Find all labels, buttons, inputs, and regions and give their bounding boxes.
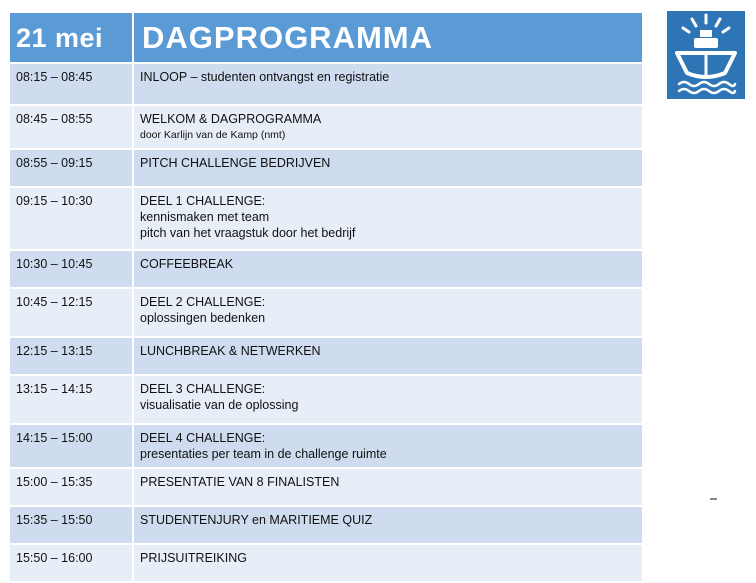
row-detail: oplossingen bedenken	[140, 311, 266, 325]
ship-icon	[667, 11, 745, 99]
row-description	[133, 288, 643, 337]
row-description	[133, 187, 643, 250]
row-description	[133, 375, 643, 424]
row-description	[133, 337, 643, 375]
table-row	[9, 337, 643, 375]
row-title: PRESENTATIE VAN 8 FINALISTEN	[140, 475, 340, 489]
row-time: 15:35 – 15:50	[9, 506, 133, 544]
program-table	[8, 11, 644, 583]
header-date: 21 mei	[9, 12, 133, 63]
row-time: 10:45 – 12:15	[9, 288, 133, 337]
header-row	[9, 12, 643, 63]
row-description	[133, 468, 643, 506]
row-detail: kennismaken met team	[140, 210, 270, 224]
row-detail: presentaties per team in de challenge ruimte	[140, 447, 387, 461]
row-time: 15:50 – 16:00	[9, 544, 133, 582]
row-time: 12:15 – 13:15	[9, 337, 133, 375]
table-row	[9, 544, 643, 582]
row-title: LUNCHBREAK & NETWERKEN	[140, 344, 321, 358]
row-time: 08:55 – 09:15	[9, 149, 133, 187]
row-description	[133, 424, 643, 468]
row-description	[133, 250, 643, 288]
row-time: 13:15 – 14:15	[9, 375, 133, 424]
row-title: WELKOM & DAGPROGRAMMA	[140, 112, 322, 126]
stray-dash	[710, 498, 717, 500]
table-row	[9, 187, 643, 250]
row-time: 09:15 – 10:30	[9, 187, 133, 250]
row-time: 15:00 – 15:35	[9, 468, 133, 506]
row-title: DEEL 4 CHALLENGE:	[140, 431, 266, 445]
table-row	[9, 424, 643, 468]
row-title: COFFEEBREAK	[140, 257, 234, 271]
row-title: STUDENTENJURY en MARITIEME QUIZ	[140, 513, 373, 527]
header-title: DAGPROGRAMMA	[133, 12, 643, 63]
table-row	[9, 149, 643, 187]
row-detail: visualisatie van de oplossing	[140, 398, 299, 412]
row-description	[133, 63, 643, 105]
row-description	[133, 544, 643, 582]
row-description	[133, 149, 643, 187]
table-row	[9, 250, 643, 288]
row-description	[133, 105, 643, 149]
row-time: 14:15 – 15:00	[9, 424, 133, 468]
ship-logo	[667, 11, 745, 99]
row-time: 10:30 – 10:45	[9, 250, 133, 288]
row-time: 08:45 – 08:55	[9, 105, 133, 149]
table-row	[9, 105, 643, 149]
table-row	[9, 375, 643, 424]
table-row	[9, 288, 643, 337]
row-title: DEEL 1 CHALLENGE:	[140, 194, 266, 208]
table-row	[9, 63, 643, 105]
row-detail: pitch van het vraagstuk door het bedrijf	[140, 226, 356, 240]
row-title: INLOOP – studenten ontvangst en registratie	[140, 70, 390, 84]
table-row	[9, 506, 643, 544]
row-speaker: door Karlijn van de Kamp (nmt)	[140, 129, 286, 141]
row-title: DEEL 3 CHALLENGE:	[140, 382, 266, 396]
row-title: PRIJSUITREIKING	[140, 551, 247, 565]
row-time: 08:15 – 08:45	[9, 63, 133, 105]
row-description	[133, 506, 643, 544]
row-title: PITCH CHALLENGE BEDRIJVEN	[140, 156, 331, 170]
table-row	[9, 468, 643, 506]
row-title: DEEL 2 CHALLENGE:	[140, 295, 266, 309]
